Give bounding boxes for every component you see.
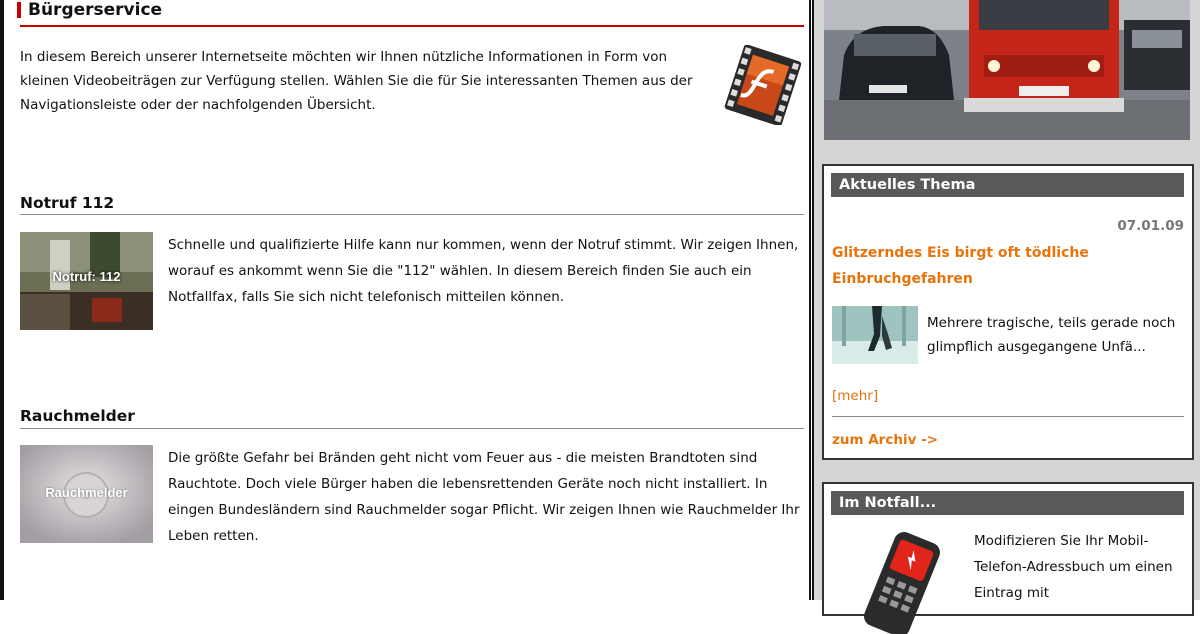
fire-truck-photo [824, 0, 1190, 140]
current-topic-heading: Aktuelles Thema [831, 173, 1184, 197]
fire-truck-image [824, 0, 1190, 140]
section-divider [20, 214, 804, 215]
section-title-notruf[interactable]: Notruf 112 [20, 194, 115, 212]
intro-text: In diesem Bereich unserer Internetseite möchten wir Ihnen nützliche Informationen in Form von kleinen Videobeiträgen zur Verfügung stellen. Wählen Sie die für Sie interessanten Themen aus der Navigationsleiste oder der nachfolgenden Übersicht. [20, 49, 693, 113]
emergency-text: Modifizieren Sie Ihr Mobil-Telefon-Adressbuch um einen Eintrag mit [974, 533, 1173, 601]
emergency-heading: Im Notfall... [831, 491, 1184, 515]
ice-thumbnail-image [832, 306, 918, 364]
title-divider [20, 25, 804, 27]
section-text-notruf: Schnelle und qualifizierte Hilfe kann nur kommen, wenn der Notruf stimmt. Wir zeigen Ihnen, worauf es ankommt wenn Sie die "112" wählen. In diesem Bereich finden Sie auch ein Notfallfax, falls Sie sich nicht telefonisch mitteilen können. [168, 237, 799, 305]
section-title-rauchmelder[interactable]: Rauchmelder [20, 407, 135, 425]
box-divider [832, 416, 1184, 417]
notruf-video-thumbnail[interactable] [20, 232, 153, 330]
page-title: Bürgerservice [20, 0, 162, 20]
thumbnail-caption: Rauchmelder [45, 485, 128, 500]
news-thumbnail[interactable] [832, 306, 918, 364]
current-topic-box [822, 164, 1194, 460]
news-date: 07.01.09 [1117, 218, 1184, 234]
more-link[interactable]: [mehr] [832, 388, 879, 404]
news-teaser: Mehrere tragische, teils gerade noch glimpflich ausgegangene Unfä... [927, 315, 1176, 355]
archive-link[interactable]: zum Archiv -> [832, 432, 938, 448]
emergency-box [822, 482, 1194, 616]
news-headline-link[interactable]: Glitzerndes Eis birgt oft tödliche Einbruchgefahren [832, 245, 1089, 287]
section-divider [20, 428, 804, 429]
main-content [4, 0, 811, 600]
section-text-rauchmelder: Die größte Gefahr bei Bränden geht nicht vom Feuer aus - die meisten Brandtoten sind Rauchtote. Doch viele Bürger haben die lebensrettenden Geräte noch nicht installiert. In eingen Bundesländern sind Rauchmelder sogar Pflicht. Wir zeigen Ihnen wie Rauchmelder Ihr Leben retten. [168, 450, 800, 544]
mobile-phone-icon [852, 524, 952, 634]
rauchmelder-video-thumbnail[interactable] [20, 445, 153, 543]
thumbnail-caption: Notruf: 112 [52, 269, 121, 284]
flash-video-icon [721, 45, 804, 125]
